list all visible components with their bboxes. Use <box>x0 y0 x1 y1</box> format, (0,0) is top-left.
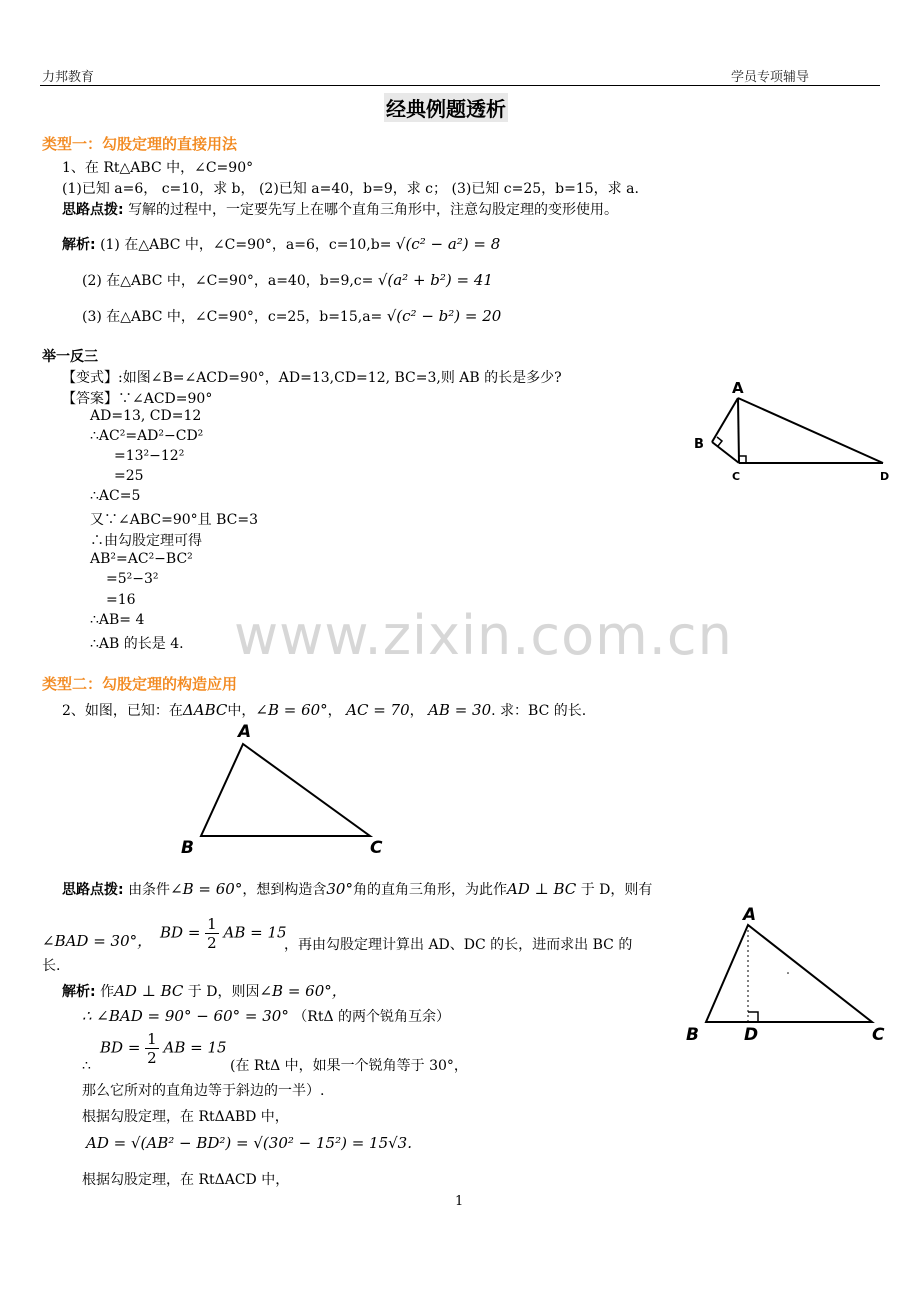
line-ac <box>738 398 739 463</box>
s2-sol2-a: ∴ ∠BAD = 90° − 60° = 30° <box>82 1007 289 1025</box>
fig1-label-b: B <box>694 437 704 452</box>
s2-hint3: 长. <box>42 958 61 974</box>
variant-figure <box>690 375 900 490</box>
fraction-half-2 <box>145 1030 159 1067</box>
triangle-abc <box>201 744 370 836</box>
s2-sol7: 根据勾股定理，在 RtΔACD 中， <box>82 1172 290 1188</box>
variant-answer-line <box>62 388 212 408</box>
s2-hint2-rest: ，再由勾股定理计算出 AD、DC 的长，进而求出 BC 的 <box>284 937 633 953</box>
fraction-den: 2 <box>207 934 217 952</box>
line-ad <box>738 398 883 463</box>
section2-heading: 类型二：勾股定理的构造应用 <box>42 675 238 693</box>
s2-sol-a: 作 <box>100 984 115 1000</box>
fig3-label-a: A <box>743 905 757 925</box>
header-right: 学员专项辅导 <box>731 70 810 85</box>
right-angle-d <box>748 1012 758 1022</box>
s1-sol3 <box>82 306 501 326</box>
s1-sol3-text: (3) 在△ABC 中，∠C=90°，c=25，b=15,a= <box>82 309 383 325</box>
s2-sol2-b: （RtΔ 的两个锐角互余） <box>293 1009 451 1025</box>
s1-problem-line1: 1、在 Rt△ABC 中，∠C=90° <box>62 160 254 176</box>
s2-hint2-angle: ∠BAD = 30°， <box>42 932 153 950</box>
s2-hint-a: 由条件 <box>128 882 171 898</box>
s2-hint-e: 角的直角三角形，为此作 <box>352 882 507 898</box>
s2-problem-end: . 求：BC 的长. <box>491 703 587 719</box>
s2-hint-d: 30° <box>326 880 353 898</box>
variant-line-1: AD=13, CD=12 <box>90 408 202 424</box>
s2-sol-b: AD ⊥ BC <box>114 982 184 1000</box>
variant-line-11: ∴AB= 4 <box>90 612 145 628</box>
s2-hint-g: 于 D，则有 <box>580 882 653 898</box>
s2-figure-triangle <box>175 718 390 863</box>
fig1-label-d: D <box>880 470 890 483</box>
s2-sol-label: 解析: <box>62 984 96 1000</box>
s1-hint-label: 思路点拨: <box>62 202 124 218</box>
fraction-num-2: 1 <box>147 1030 157 1048</box>
s2-sol3-bd <box>100 1030 227 1067</box>
fig3-label-d: D <box>744 1025 759 1045</box>
s1-sol2-text: (2) 在△ABC 中，∠C=90°，a=40，b=9,c= <box>82 273 374 289</box>
fig2-label-a: A <box>238 722 252 742</box>
s2-problem-angle: ∠B = 60° <box>255 701 328 719</box>
s2-problem-ac: AC = 70 <box>346 701 410 719</box>
s2-hint2-bd-label: BD = <box>160 923 206 942</box>
header-left: 力邦教育 <box>42 70 95 85</box>
fig2-label-c: C <box>370 838 383 858</box>
s2-sol3-a: BD = <box>100 1038 146 1057</box>
right-angle-b <box>717 437 722 446</box>
s1-sol1-expr: √(c² − a²) = 8 <box>395 235 501 253</box>
s2-sol3-therefore: ∴ <box>82 1058 91 1074</box>
variant-a-label: 【答案】 <box>62 391 118 407</box>
s2-sol3-c: (在 RtΔ 中，如果一个锐角等于 30°， <box>230 1058 468 1074</box>
s2-hint-f: AD ⊥ BC <box>506 880 577 898</box>
s1-sol2-expr: √(a² + b²) = 41 <box>377 271 493 289</box>
page-number: 1 <box>455 1194 464 1209</box>
fraction-num: 1 <box>207 915 217 933</box>
variant-line-6: 又∵∠ABC=90°且 BC=3 <box>90 512 258 528</box>
s2-hint2-ab: AB = 15 <box>223 923 287 942</box>
s2-hint-line1 <box>62 879 652 899</box>
triangle-abc-2 <box>706 925 872 1022</box>
header-rule <box>40 85 880 86</box>
s2-sol-line2 <box>82 1006 450 1026</box>
variant-line-12: ∴AB 的长是 4. <box>90 636 184 652</box>
s1-problem-line2: (1)已知 a=6， c=10，求 b， (2)已知 a=40，b=9，求 c； (3)已知 c=25，b=15，求 a. <box>62 181 639 197</box>
s1-sol1 <box>62 234 500 254</box>
s2-problem-mid: 中， <box>227 703 256 719</box>
s2-sol3-b: AB = 15 <box>163 1038 227 1057</box>
fig1-label-c: C <box>732 470 741 483</box>
s2-problem-ab: AB = 30 <box>428 701 492 719</box>
s2-hint-b: ∠B = 60° <box>170 880 243 898</box>
s1-sol1-text: (1) 在△ABC 中，∠C=90°，a=6，c=10,b= <box>100 237 392 253</box>
variant-heading: 举一反三 <box>42 349 98 365</box>
page-title: 经典例题透析 <box>384 93 508 122</box>
s2-problem-text: 2、如图，已知：在 <box>62 703 183 719</box>
line-bc <box>712 442 739 463</box>
s2-sol-d: ∠B = 60°， <box>259 982 347 1000</box>
variant-line-5: ∴AC=5 <box>90 488 141 504</box>
watermark: www.zixin.com.cn <box>234 604 733 667</box>
variant-line-0: ∵∠ACD=90° <box>118 391 213 407</box>
s1-hint-text: 写解的过程中，一定要先写上在哪个直角三角形中，注意勾股定理的变形使用。 <box>128 202 619 218</box>
fig3-label-b: B <box>686 1025 699 1045</box>
variant-question <box>62 367 562 387</box>
s2-problem-tri: ΔABC <box>182 701 228 719</box>
s1-sol-label: 解析: <box>62 237 96 253</box>
s2-hint2-bd <box>160 915 287 952</box>
s2-sol6: AD = √(AB² − BD²) = √(30² − 15²) = 15√3. <box>86 1134 412 1152</box>
fraction-half <box>205 915 219 952</box>
s2-hint-c: ，想到构造含 <box>242 882 327 898</box>
variant-q-label: 【变式】 <box>62 370 118 386</box>
s2-hint-label: 思路点拨: <box>62 882 124 898</box>
line-ab <box>712 398 738 442</box>
s2-sol-line1 <box>62 980 347 1001</box>
section1-heading: 类型一：勾股定理的直接用法 <box>42 135 238 153</box>
variant-line-8: AB²=AC²−BC² <box>90 551 193 567</box>
variant-line-2: ∴AC²=AD²−CD² <box>90 428 204 444</box>
s1-hint <box>62 199 618 219</box>
s2-figure-altitude <box>680 900 890 1050</box>
s2-sol5: 根据勾股定理，在 RtΔABD 中， <box>82 1109 289 1125</box>
s1-sol2 <box>82 270 493 290</box>
right-angle-c <box>739 456 746 463</box>
variant-line-10: =16 <box>106 592 136 608</box>
stray-dot <box>787 972 789 974</box>
variant-q-text: :如图∠B=∠ACD=90°，AD=13,CD=12, BC=3,则 AB 的长是多少? <box>118 370 562 386</box>
variant-line-3: =13²−12² <box>114 448 185 464</box>
fig3-label-c: C <box>872 1025 885 1045</box>
fraction-den-2: 2 <box>147 1049 157 1067</box>
variant-line-7: ∴由勾股定理可得 <box>90 533 202 549</box>
fig1-label-a: A <box>732 379 744 397</box>
s2-sol-c: 于 D，则因 <box>187 984 260 1000</box>
variant-line-4: =25 <box>114 468 144 484</box>
fig2-label-b: B <box>181 838 194 858</box>
variant-line-9: =5²−3² <box>106 571 159 587</box>
s2-sol4: 那么它所对的直角边等于斜边的一半）. <box>82 1083 325 1099</box>
s1-sol3-expr: √(c² − b²) = 20 <box>386 307 502 325</box>
s2-problem: 2、如图，已知：在ΔABC中，∠B = 60°， AC = 70， AB = 30. 求：BC 的长. <box>62 701 587 719</box>
